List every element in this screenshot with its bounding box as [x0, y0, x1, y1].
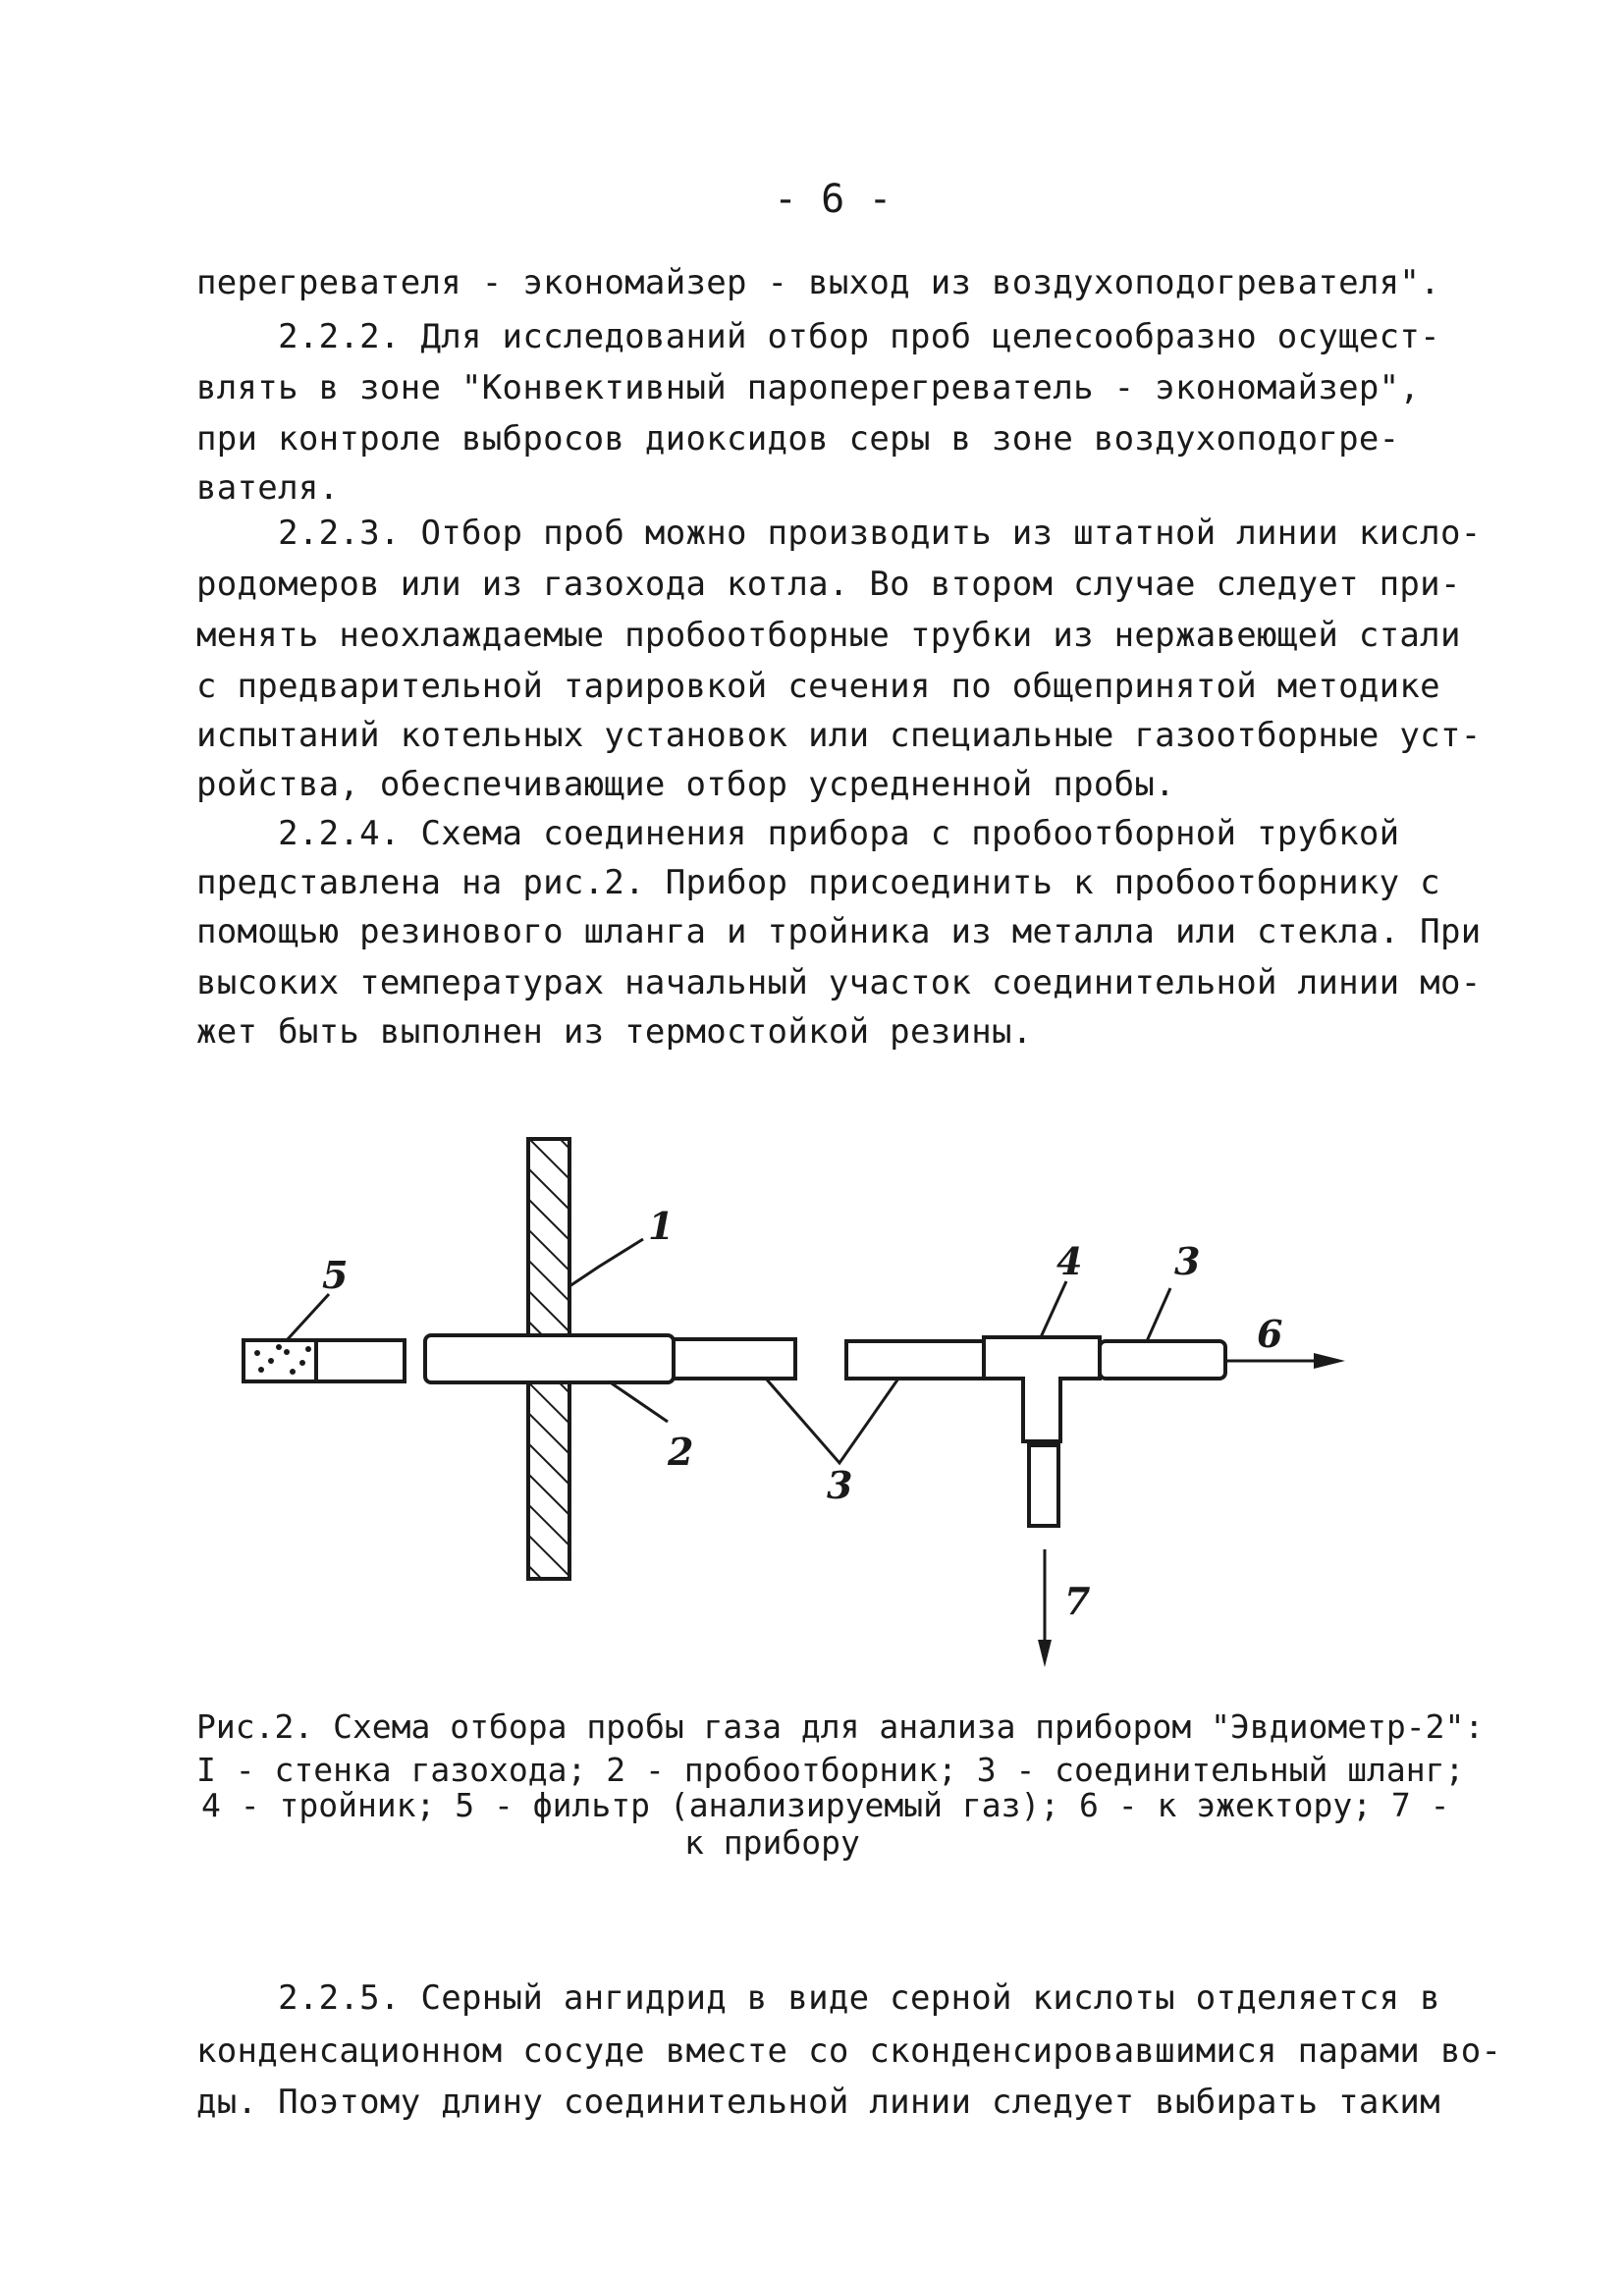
label-3a: 3: [827, 1463, 853, 1507]
label-4: 4: [1056, 1239, 1083, 1283]
caption-line: 4 - тройник; 5 - фильтр (анализируемый газ); 6 - к эжектору; 7 -: [201, 1786, 1450, 1824]
label-1: 1: [648, 1204, 675, 1248]
leader-1: [569, 1239, 643, 1286]
text-line: ройства, обеспечивающие отбор усредненной пробы.: [196, 765, 1175, 804]
text-line: испытаний котельных установок или специальные газоотборные уст-: [196, 716, 1482, 755]
text-line: при контроле выбросов диоксидов серы в зоне воздухоподогре-: [196, 419, 1400, 459]
sampling-probe: [425, 1335, 674, 1382]
text-line: 2.2.2. Для исследований отбор проб целесообразно осущест-: [196, 317, 1440, 356]
arrowhead-down: [1038, 1640, 1052, 1667]
text-line: вателя.: [196, 468, 340, 508]
leader-5: [287, 1294, 329, 1340]
text-line: перегревателя - экономайзер - выход из воздухоподогревателя".: [196, 263, 1440, 302]
label-6: 6: [1257, 1312, 1283, 1356]
text-line: ды. Поэтому длину соединительной линии следует выбирать таким: [196, 2083, 1440, 2122]
label-7: 7: [1064, 1579, 1091, 1623]
caption-line: I - стенка газохода; 2 - пробоотборник; 3 - соединительный шланг;: [196, 1751, 1465, 1789]
label-3b: 3: [1174, 1239, 1201, 1283]
outlet-tube: [1100, 1341, 1225, 1379]
label-5: 5: [322, 1253, 349, 1297]
label-2: 2: [668, 1430, 694, 1474]
text-line: 2.2.3. Отбор проб можно производить из штатной линии кисло-: [196, 514, 1482, 553]
text-line: родомеров или из газохода котла. Во втором случае следует при-: [196, 565, 1461, 604]
leader-4: [1041, 1281, 1066, 1337]
filter-tube: [316, 1340, 405, 1381]
connecting-hose-2: [846, 1341, 984, 1379]
text-line: 2.2.5. Серный ангидрид в виде серной кислоты отделяется в: [196, 1978, 1440, 2018]
connecting-hose-1: [674, 1339, 795, 1379]
caption-line: Рис.2. Схема отбора пробы газа для анализа прибором "Эвдиометр-2":: [196, 1707, 1485, 1746]
text-line: менять неохлаждаемые пробоотборные трубки из нержавеющей стали: [196, 616, 1461, 655]
leader-3-right: [1147, 1288, 1170, 1341]
down-tube: [1029, 1445, 1058, 1526]
text-line: 2.2.4. Схема соединения прибора с пробоотборной трубкой: [196, 814, 1400, 853]
arrowhead-right: [1314, 1353, 1345, 1369]
tee-fitting: [984, 1337, 1100, 1441]
text-line: влять в зоне "Конвективный пароперегреватель - экономайзер",: [196, 368, 1421, 407]
text-line: жет быть выполнен из термостойкой резины.: [196, 1012, 1033, 1052]
page-number: - 6 -: [774, 177, 893, 222]
text-line: с предварительной тарировкой сечения по общепринятой методике: [196, 667, 1440, 706]
text-line: конденсационном сосуде вместе со сконденсировавшимися парами во-: [196, 2031, 1502, 2071]
text-line: помощью резинового шланга и тройника из металла или стекла. При: [196, 912, 1482, 951]
text-line: представлена на рис.2. Прибор присоединить к пробоотборнику с: [196, 863, 1440, 902]
leader-2: [609, 1381, 668, 1422]
leader-3-fork: [766, 1379, 898, 1463]
text-line: высоких температурах начальный участок соединительной линии мо-: [196, 963, 1482, 1002]
caption-line: к прибору: [684, 1823, 860, 1862]
